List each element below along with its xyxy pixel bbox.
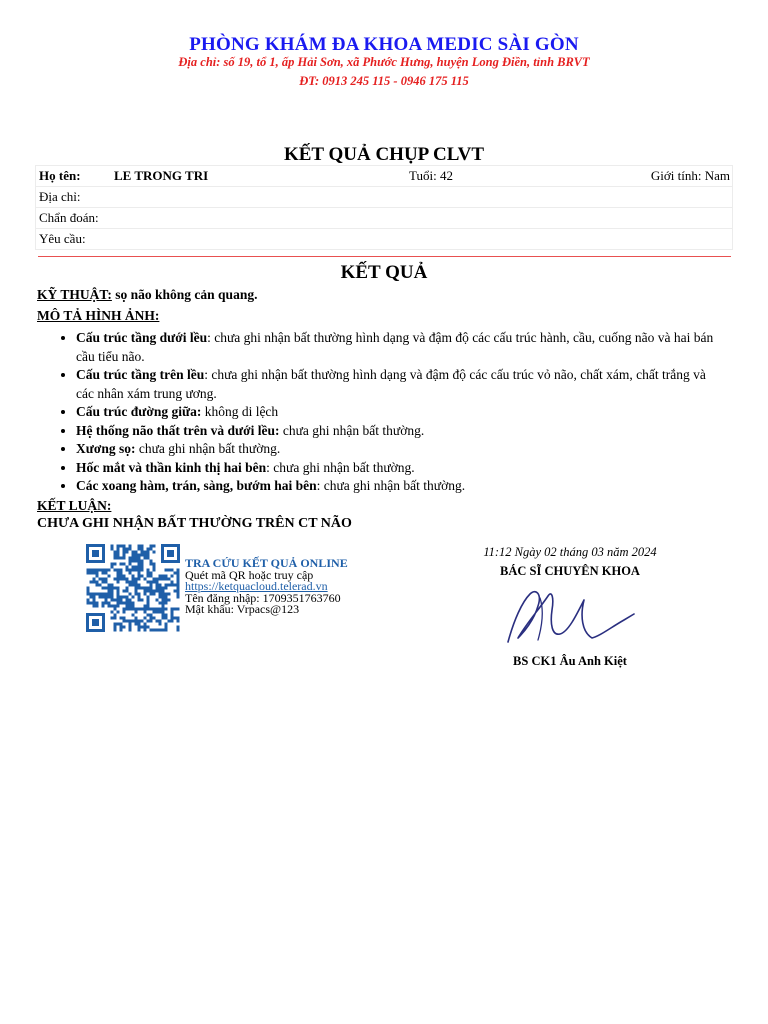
finding-item [76, 329, 727, 366]
patient-row-diagnosis [35, 207, 733, 228]
finding-text: : chưa ghi nhận bất thường. [266, 459, 415, 475]
finding-item [76, 477, 727, 496]
finding-item [76, 422, 727, 441]
result-title: KẾT QUẢ [340, 262, 428, 283]
patient-info-table [35, 165, 733, 250]
conclusion-heading: KẾT LUẬN: [37, 498, 112, 513]
finding-text: : chưa ghi nhận bất thường hình dạng và đậm độ các cấu trúc vỏ não, chất xám, chất trắng và các nhân xám trung ương. [76, 367, 706, 401]
clinic-name: PHÒNG KHÁM ĐA KHOA MEDIC SÀI GÒN [189, 34, 579, 55]
address-label: Địa chỉ: [39, 189, 81, 204]
signature-icon [500, 580, 640, 650]
online-instruction: Quét mã QR hoặc truy cập [185, 567, 314, 582]
online-lookup [185, 558, 348, 616]
patient-row-name [35, 165, 733, 186]
online-link[interactable]: https://ketquacloud.telerad.vn [185, 579, 328, 593]
finding-text: không di lệch [201, 404, 279, 419]
name-label: Họ tên: [39, 168, 81, 183]
finding-item [76, 403, 727, 422]
online-password: Mật khẩu: Vrpacs@123 [185, 602, 300, 616]
finding-text: chưa ghi nhận bất thường. [279, 422, 425, 438]
finding-label: Hệ thống não thất trên và dưới lều: [76, 422, 280, 438]
sign-datetime: 11:12 Ngày 02 tháng 03 năm 2024 [483, 545, 657, 559]
finding-label: Các xoang hàm, trán, sàng, bướm hai bên [76, 478, 317, 493]
doctor-name: BS CK1 Âu Anh Kiệt [513, 654, 627, 668]
technique-text: sọ não không cản quang. [111, 287, 258, 302]
findings-list [37, 329, 727, 496]
online-username: Tên đăng nhập: 1709351763760 [185, 590, 341, 605]
finding-text: : chưa ghi nhận bất thường. [316, 478, 466, 493]
finding-label: Cấu trúc đường giữa: [76, 404, 202, 419]
finding-label: Hốc mắt và thần kinh thị hai bên [76, 459, 267, 475]
finding-item [76, 459, 727, 478]
request-label: Yêu cầu: [39, 231, 86, 246]
finding-text: : chưa ghi nhận bất thường hình dạng và đậm độ các cấu trúc hành, cầu, cuống não và hai bán cầu tiểu não. [76, 330, 714, 364]
qr-code-icon[interactable] [85, 543, 181, 633]
patient-row-request [35, 228, 733, 250]
clinic-phone: ĐT: 0913 245 115 - 0946 175 115 [299, 74, 469, 88]
sign-role: BÁC SĨ CHUYÊN KHOA [500, 564, 640, 578]
description-heading: MÔ TẢ HÌNH ẢNH: [37, 308, 160, 323]
patient-name: LE TRONG TRI [114, 168, 209, 183]
clinic-address: Địa chỉ: số 19, tổ 1, ấp Hải Sơn, xã Phước Hưng, huyện Long Điền, tỉnh BRVT [178, 55, 590, 69]
conclusion-text: CHƯA GHI NHẬN BẤT THƯỜNG TRÊN CT NÃO [37, 516, 352, 531]
diagnosis-label: Chẩn đoán: [39, 210, 99, 225]
patient-row-address [35, 186, 733, 207]
document-title: KẾT QUẢ CHỤP CLVT [283, 144, 485, 165]
finding-label: Xương sọ: [76, 441, 136, 456]
divider [38, 256, 731, 257]
patient-age: Tuổi: 42 [409, 168, 453, 183]
finding-text: chưa ghi nhận bất thường. [135, 441, 281, 456]
finding-label: Cấu trúc tầng dưới lều [76, 330, 208, 345]
finding-item [76, 440, 727, 459]
patient-gender: Giới tính: Nam [650, 168, 730, 183]
technique-label: KỸ THUẬT: [37, 287, 112, 302]
online-title: TRA CỨU KẾT QUẢ ONLINE [185, 556, 348, 570]
signature-block [470, 545, 670, 579]
technique [37, 287, 257, 303]
finding-label: Cấu trúc tầng trên lều [76, 367, 205, 382]
finding-item [76, 366, 727, 403]
